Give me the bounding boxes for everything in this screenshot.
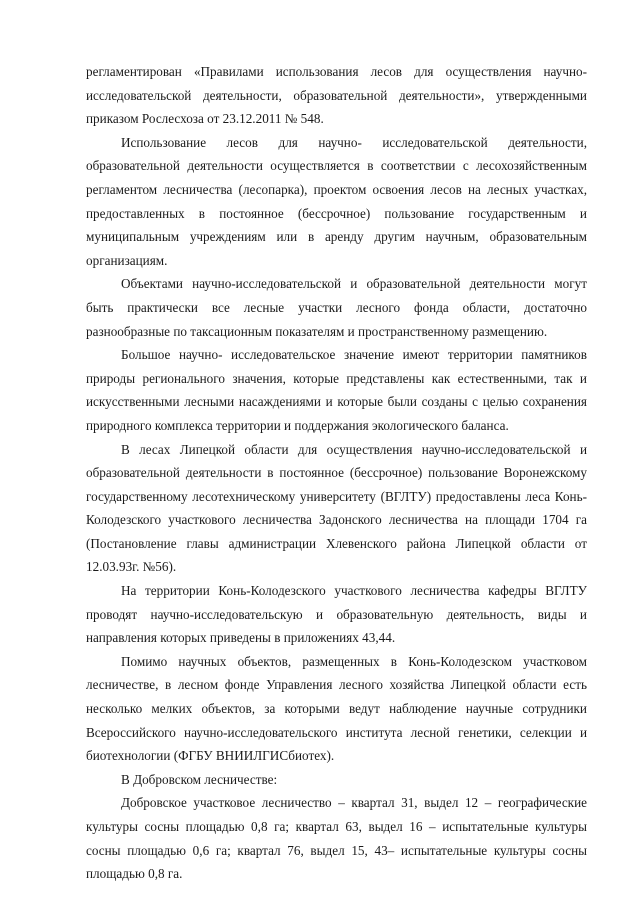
paragraph-lipetsk-forests: В лесах Липецкой области для осуществления научно-исследовательской и образовательной деятельности в постоянное (бессрочное) пользование Воронежскому государственному лесотехническому университету (ВГЛТУ) предоставлены леса Конь-Колодезского участкового лесничества Задонского лесничества на площади 1704 га (Постановление главы администрации Хлевенского района Липецкой области от 12.03.93г. №56). xyxy=(86,441,587,575)
paragraph-dobrovskoe-heading: В Добровском лесничестве: xyxy=(121,771,278,787)
paragraph-nature-monuments: Большое научно- исследовательское значение имеют территории памятников природы регионального значения, которые представлены как естественными, так и искусственными лесными насаждениями и которые были созданы с целью сохранения природного комплекса территории и поддержания экологического баланса. xyxy=(86,347,587,433)
paragraph-dobrovskoe-details: Добровское участковое лесничество – квартал 31, выдел 12 – географические культуры сосны площадью 0,8 га; квартал 63, выдел 16 – испытательные культуры сосны площадью 0,6 га; квартал 76, выдел 15, 43– испытательные культуры сосны площадью 0,8 га. xyxy=(86,795,587,882)
paragraph-forest-use: Использование лесов для научно- исследовательской деятельности, образовательной деятельности осуществляется в соответствии с лесохозяйственным регламентом лесничества (лесопарка), проектом освоения лесов на лесных участках, предоставленных в постоянное (бессрочное) пользование государственным и муниципальным учреждениям или в аренду другим научным, образовательным организациям. xyxy=(86,134,587,268)
paragraph-kon-kolodez: На территории Конь-Колодезского участкового лесничества кафедры ВГЛТУ проводят научно-исследовательскую и образовательную деятельность, виды и направления которых приведены в приложениях 43,44. xyxy=(86,583,587,646)
paragraph-rules-reference: регламентирован «Правилами использования лесов для осуществления научно-исследовательской деятельности, образовательной деятельности», утвержденными приказом Рослесхоза от 23.12.2011 № 548. xyxy=(86,64,587,127)
paragraph-small-objects: Помимо научных объектов, размещенных в Конь-Колодезском участковом лесничестве, в лесном фонде Управления лесного хозяйства Липецкой области есть несколько мелких объектов, за которыми ведут наблюдение научные сотрудники Всероссийского научно-исследовательского института лесной генетики, селекции и биотехнологии (ФГБУ ВНИИЛГИСбиотех). xyxy=(86,653,587,764)
paragraph-research-objects: Объектами научно-исследовательской и образовательной деятельности могут быть практически все лесные участки лесного фонда области, достаточно разнообразные по таксационным показателям и пространственному размещению. xyxy=(86,276,587,339)
document-page xyxy=(86,60,587,886)
